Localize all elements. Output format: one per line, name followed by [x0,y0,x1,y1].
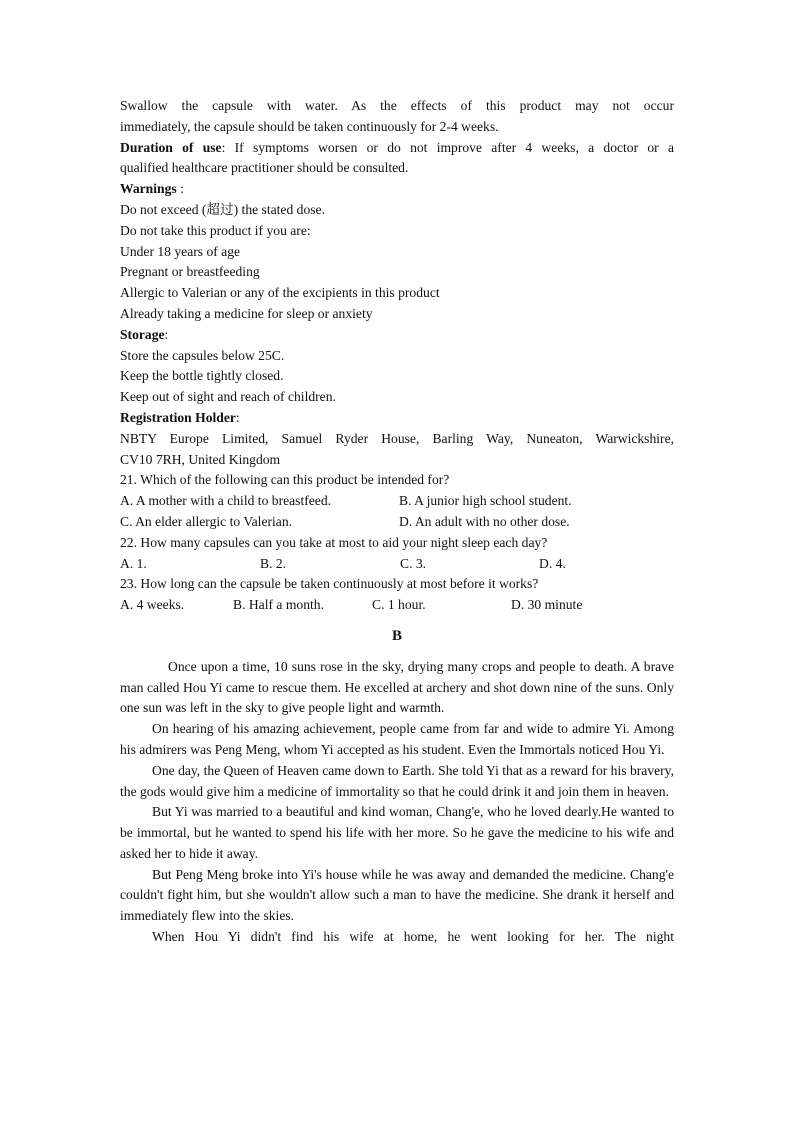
duration-text-1: : If symptoms worsen or do not improve after 4 weeks, a doctor or a [221,139,675,155]
duration-text-2: qualified healthcare practitioner should be consulted. [120,160,409,176]
option-b: B. 2. [260,555,287,571]
storage-section: Storage: Store the capsules below 25C. Keep the bottle tightly closed. Keep out of sight and reach of children. [120,325,674,408]
warning-item: Do not exceed (超过) the stated dose. [120,201,325,217]
holder-address-1: NBTY Europe Limited, Samuel Ryder House, Barling Way, Nuneaton, Warwickshire, [120,430,674,446]
registration-holder: Registration Holder: NBTY Europe Limited, Samuel Ryder House, Barling Way, Nuneaton, Warwickshire, CV10 7RH, United Kingdom [120,408,674,470]
holder-label: Registration Holder [120,409,236,425]
storage-label: Storage [120,326,165,342]
warning-item: Already taking a medicine for sleep or anxiety [120,305,373,321]
document-page [120,96,674,948]
option-c: C. 3. [400,555,427,571]
question-stem: 21. Which of the following can this product be intended for? [120,472,450,488]
storage-item: Keep out of sight and reach of children. [120,389,336,405]
option-d: D. 4. [539,555,566,571]
storage-item: Keep the bottle tightly closed. [120,368,284,384]
option-b: B. A junior high school student. [399,493,572,509]
section-heading: B [391,627,402,644]
warnings-section: Warnings : Do not exceed (超过) the stated dose. Do not take this product if you are: Under 18 years of age Pregnant or breastfeeding Allergic to Valerian or any of the excipients in this product Already taking a medicine for sleep or anxiety [120,179,674,325]
option-a: A. 4 weeks. [120,597,185,613]
option-a: A. A mother with a child to breastfeed. [120,493,332,509]
question-23 [120,574,674,616]
question-22 [120,533,674,575]
story-paragraph: One day, the Queen of Heaven came down to Earth. She told Yi that as a reward for his bravery, the gods would give him a medicine of immortality so that he could drink it and join them in heaven. [120,762,674,799]
question-stem: 23. How long can the capsule be taken continuously at most before it works? [120,576,539,592]
story-paragraph: But Yi was married to a beautiful and kind woman, Chang'e, who he loved dearly.He wanted to be immortal, but he wanted to spend his life with her more. So he gave the medicine to his wife and asked her to hide it away. [120,804,674,861]
duration-label: Duration of use [120,139,222,155]
duration-of-use [120,138,674,180]
warnings-label: Warnings [120,181,177,197]
usage-line-2: immediately, the capsule should be taken continuously for 2-4 weeks. [120,118,499,134]
story-paragraph: Once upon a time, 10 suns rose in the sky, drying many crops and people to death. A brave man called Hou Yi came to rescue them. He excelled at archery and shot down nine of the suns. Only one sun was left in the sky to give people light and warmth. [120,658,674,716]
story-paragraph: On hearing of his amazing achievement, people came from far and wide to admire Yi. Among his admirers was Peng Meng, whom Yi accepted as his student. Even the Immortals noticed Hou Yi. [120,721,674,757]
option-b: B. Half a month. [233,597,324,613]
warning-item: Pregnant or breastfeeding [120,264,260,280]
option-c: C. An elder allergic to Valerian. [120,513,293,529]
option-c: C. 1 hour. [372,597,426,613]
story-paragraph: When Hou Yi didn't find his wife at home, he went looking for her. The night [152,929,674,945]
question-stem: 22. How many capsules can you take at most to aid your night sleep each day? [120,534,548,550]
warning-item: Allergic to Valerian or any of the excipients in this product [120,285,440,301]
option-d: D. An adult with no other dose. [399,513,570,529]
usage-instructions [120,96,674,138]
story-paragraph: But Peng Meng broke into Yi's house while he was away and demanded the medicine. Chang'e couldn't fight him, but she wouldn't allow such a man to have the medicine. She drank it herself and immediately flew into the skies. [120,866,674,924]
warning-item: Do not take this product if you are: [120,222,311,238]
usage-line-1: Swallow the capsule with water. As the effects of this product may not occur [120,98,674,113]
holder-address-2: CV10 7RH, United Kingdom [120,451,281,467]
story-body [120,657,674,948]
option-d: D. 30 minute [511,597,583,613]
option-a: A. 1. [120,555,147,571]
storage-item: Store the capsules below 25C. [120,347,285,363]
warning-item: Under 18 years of age [120,243,241,259]
question-21 [120,470,674,532]
